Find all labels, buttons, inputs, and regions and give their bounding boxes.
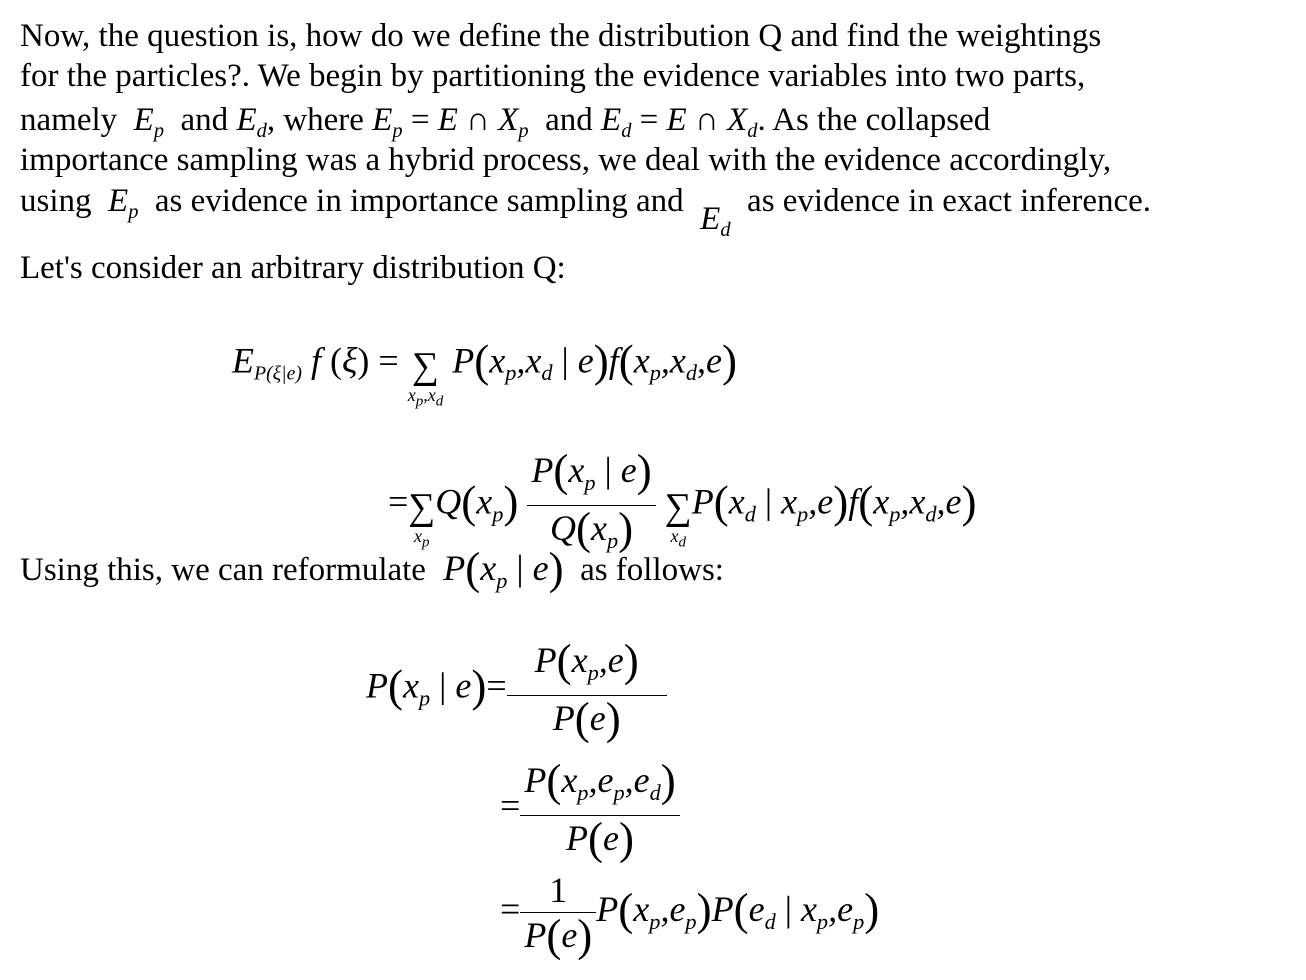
- math-Ed: $E_d$: [236, 102, 267, 143]
- text-where: , where: [266, 102, 364, 138]
- text-and-1: and: [180, 102, 229, 138]
- equation-reformulate-1: $P(x_p$ | e)= $\frac{P(x_p,e)}{P(e)}$: [366, 640, 667, 738]
- text-and-2: and: [545, 102, 593, 138]
- paragraph-line-1: Now, the question is, how do we define the distribution Q and find the weightings: [20, 18, 1102, 54]
- text-as-the-collapsed: . As the collapsed: [757, 102, 991, 138]
- equation-expectation: EP(ξ|e) f (ξ) = ∑ $x_p,x_d$ $P(x_p,x_d$ | $e)f(x_p,x_d,e)$: [232, 335, 737, 410]
- paragraph-line-5: [20, 181, 1152, 242]
- equation-reformulate-3: = $\frac{1}{P(e)}$ $P(x_p,e_p)P(e_d$ | $x_p,e_p$): [500, 870, 880, 961]
- text-as-evidence-importance: as evidence in importance sampling and: [154, 183, 684, 219]
- math-P-xp-given-e: $P(x_p$ | e): [434, 543, 564, 594]
- math-Ep-def: $E_p = E$ ∩ $X_p$: [372, 102, 529, 143]
- math-Ep: $E_p$: [125, 102, 165, 143]
- equation-reformulate-2: = $\frac{P(x_p,e_p,e_d)}{P(e)}$: [500, 760, 680, 858]
- math-Ed-def: $E_d = E$ ∩ $X_d$: [601, 102, 758, 143]
- paragraph-line-2: for the particles?. We begin by partitioning the evidence variables into two parts,: [20, 58, 1086, 94]
- math-Ed-2: $E_d$: [691, 201, 731, 242]
- paragraph-line-7: [20, 543, 724, 601]
- text-namely: namely: [20, 102, 118, 138]
- paragraph-line-6: Let's consider an arbitrary distribution Q:: [20, 250, 566, 286]
- text-as-follows: as follows:: [580, 552, 724, 588]
- text-using: using: [20, 183, 92, 219]
- text-as-evidence-exact: as evidence in exact inference.: [747, 183, 1152, 219]
- paragraph-line-4: importance sampling was a hybrid process, we deal with the evidence accordingly,: [20, 142, 1112, 178]
- equation-expectation-q: = ∑ $x_p$ $Q(x_p)$ $\frac{P(x_p | e)}{Q(x_p)}$ ∑ $x_d$ $P(x_d$ | $x_p,e)f(x_p,x_d,e)$: [388, 445, 977, 554]
- math-Ep-2: $E_p$: [99, 183, 139, 224]
- text-using-this: Using this, we can reformulate: [20, 552, 426, 588]
